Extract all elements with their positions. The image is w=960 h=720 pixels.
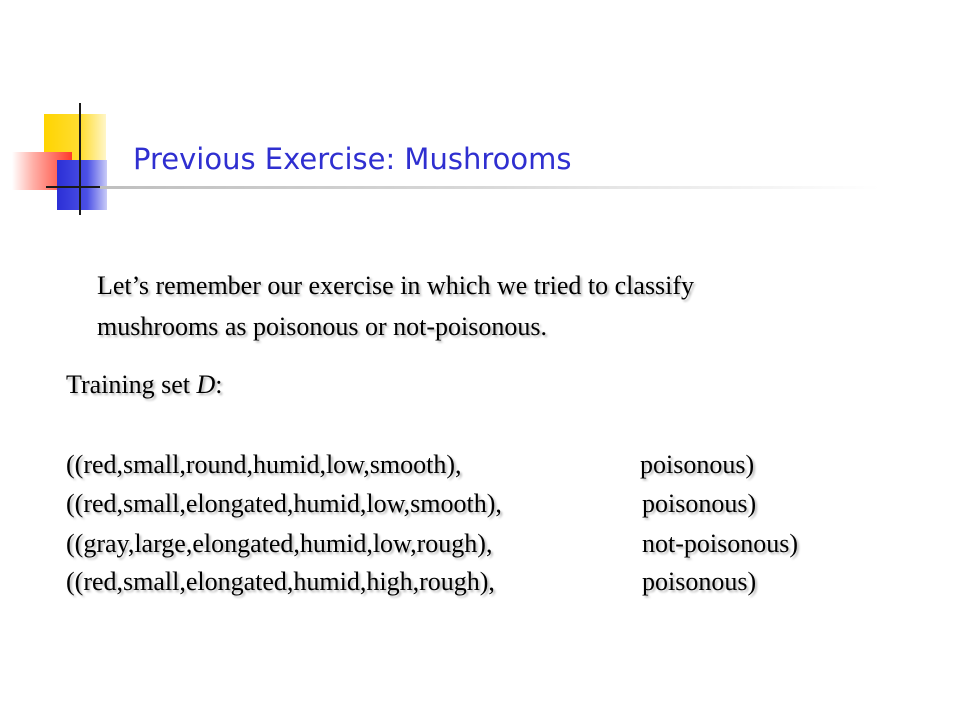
logo-vertical-line: [79, 103, 81, 215]
training-set-label: Training set: [66, 370, 197, 399]
training-set-colon: :: [215, 370, 223, 399]
title-underline: [100, 186, 880, 189]
logo-blue-square: [57, 160, 107, 210]
training-set-heading: [66, 369, 223, 401]
intro-line-1: Let’s remember our exercise in which we tried to classify: [97, 271, 695, 300]
intro-line-2: mushrooms as poisonous or not-poisonous.: [97, 312, 547, 341]
training-row-1-tuple: ((red,small,round,humid,low,smooth),: [66, 450, 462, 479]
training-row-2-label: poisonous): [642, 489, 757, 518]
training-set-symbol: D: [196, 370, 216, 399]
training-row-3-label: not-poisonous): [642, 529, 798, 558]
training-row-4-label: poisonous): [642, 567, 757, 596]
slide-logo-graphic: [0, 0, 140, 230]
training-row-3-tuple: ((gray,large,elongated,humid,low,rough),: [66, 529, 493, 558]
training-row-1-label: poisonous): [640, 450, 755, 479]
training-row-2-tuple: ((red,small,elongated,humid,low,smooth),: [66, 489, 502, 518]
training-row-4-tuple: ((red,small,elongated,humid,high,rough),: [66, 567, 495, 596]
slide-title: Previous Exercise: Mushrooms: [133, 142, 572, 176]
